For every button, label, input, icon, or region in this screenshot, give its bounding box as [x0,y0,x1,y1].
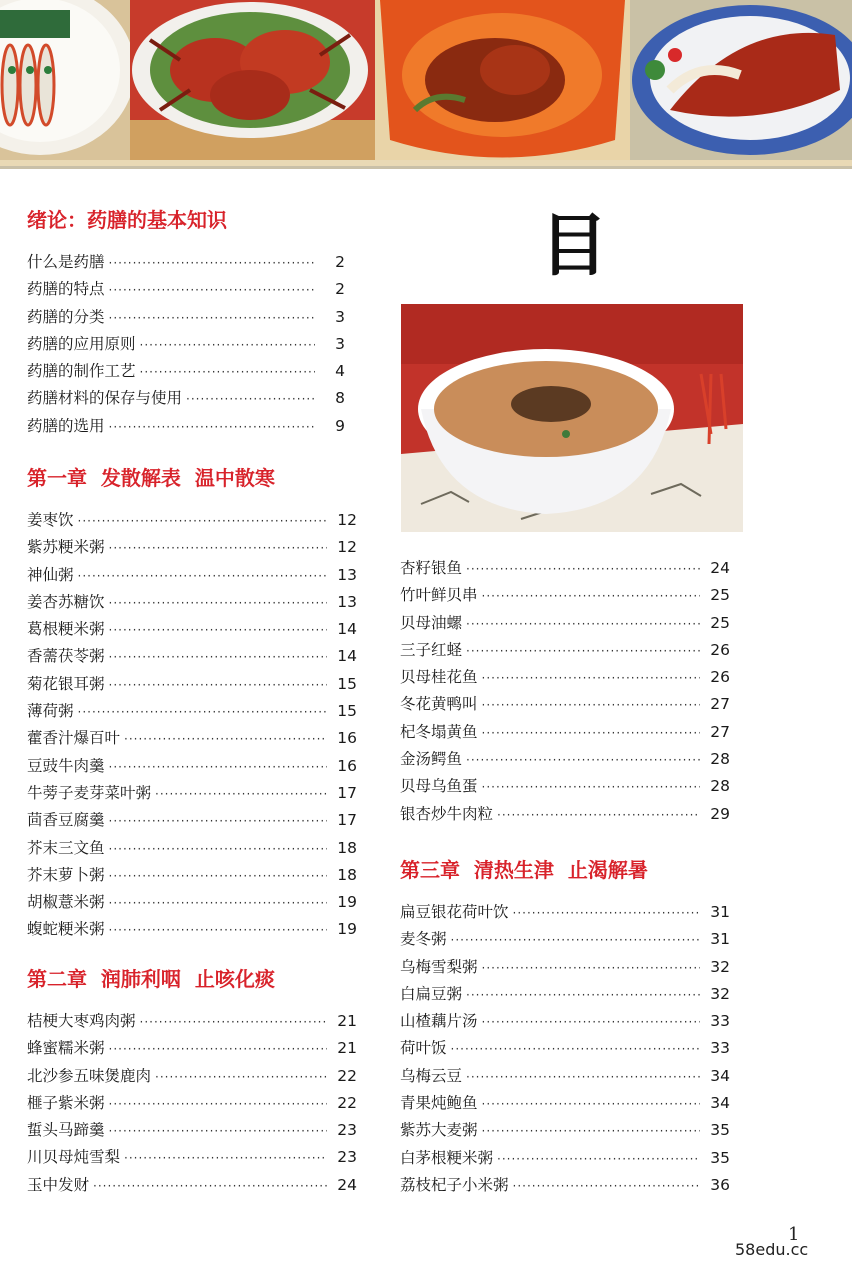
toc-entry[interactable] [400,746,730,773]
entry-title: 金汤鳄鱼 [400,750,463,769]
dot-leader [466,556,700,583]
entry-page: 17 [337,811,357,830]
toc-entry[interactable] [27,534,357,561]
toc-entry[interactable] [27,331,345,358]
entry-page: 34 [710,1066,730,1085]
dot-leader [109,836,327,863]
entry-page: 34 [710,1094,730,1113]
dot-leader [186,386,315,413]
toc-entry[interactable] [27,249,345,276]
dot-leader [109,1091,327,1118]
dot-leader [497,802,700,829]
entry-page: 9 [335,416,345,435]
toc-entry[interactable] [27,671,357,698]
entry-title: 贝母乌鱼蛋 [400,777,478,796]
dot-leader [124,726,327,753]
dot-leader [109,644,327,671]
dot-leader [466,1064,700,1091]
toc-entry[interactable] [400,1008,730,1035]
entry-title: 芥末萝卜粥 [27,865,105,884]
entry-title: 白扁豆粥 [400,984,463,1003]
entry-page: 3 [335,334,345,353]
entry-page: 24 [337,1175,357,1194]
entry-title: 白茅根粳米粥 [400,1148,494,1167]
entry-title: 什么是药膳 [27,253,105,271]
entry-title: 乌梅雪梨粥 [400,957,478,976]
entry-page: 26 [710,640,730,659]
entry-title: 紫苏粳米粥 [27,538,105,557]
entry-page: 29 [710,804,730,823]
entry-page: 36 [710,1175,730,1194]
entry-page: 19 [337,893,357,912]
entry-title: 桔梗大枣鸡肉粥 [27,1012,136,1030]
dot-leader [124,1145,327,1172]
toc-entry[interactable] [400,1145,730,1172]
section-heading: 第二章 润肺利咽 止咳化痰 [27,967,275,991]
dot-leader [482,955,700,982]
toc-entry[interactable] [400,1117,730,1144]
toc-entry-list [27,249,345,440]
toc-entry[interactable] [400,555,730,582]
dot-leader [109,250,315,277]
crab-dish-photo [130,0,375,160]
dot-leader [109,863,327,890]
entry-title: 芥末三文鱼 [27,838,105,857]
entry-page: 13 [337,592,357,611]
dot-leader [109,590,327,617]
toc-section-chapter-2-continued [400,555,730,828]
dot-leader [513,900,700,927]
toc-entry[interactable] [27,780,357,807]
entry-page: 33 [710,1012,730,1031]
toc-entry[interactable] [400,1035,730,1062]
toc-entry[interactable] [27,562,357,589]
toc-entry[interactable] [27,507,357,534]
entry-title: 冬花黄鸭叫 [400,695,478,714]
section-heading: 第三章 清热生津 止渴解暑 [400,858,648,882]
entry-title: 杞冬塌黄鱼 [400,722,478,741]
entry-page: 16 [337,756,357,775]
dot-leader [109,305,315,332]
entry-page: 12 [337,538,357,557]
entry-title: 乌梅云豆 [400,1066,463,1085]
dot-leader [466,747,700,774]
entry-title: 药膳的选用 [27,416,105,435]
toc-entry[interactable] [400,610,730,637]
header-photo-strip [0,0,852,169]
entry-title: 薄荷粥 [27,702,74,721]
entry-page: 32 [710,957,730,976]
entry-title: 贝母油螺 [400,613,463,632]
toc-entry[interactable] [400,691,730,718]
dot-leader [78,508,327,535]
dot-leader [140,332,315,359]
entry-page: 23 [337,1121,357,1140]
toc-entry[interactable] [27,753,357,780]
entry-page: 28 [710,750,730,769]
dot-leader [482,1009,700,1036]
toc-entry[interactable] [27,862,357,889]
toc-entry[interactable] [400,981,730,1008]
entry-page: 22 [337,1066,357,1085]
dot-leader [482,583,700,610]
entry-title: 药膳的分类 [27,307,105,326]
entry-title: 胡椒薏米粥 [27,893,105,912]
entry-title: 药膳材料的保存与使用 [27,389,183,408]
dot-leader [482,774,700,801]
entry-page: 31 [710,903,730,921]
entry-title: 蜂蜜糯米粥 [27,1039,105,1058]
entry-page: 31 [710,930,730,949]
page-title: 目 [540,206,631,286]
entry-title: 北沙参五味煲鹿肉 [27,1066,152,1085]
porridge-bowl-photo [401,304,743,532]
fish-dish-photo [630,0,852,160]
dot-leader [78,563,327,590]
entry-title: 药膳的制作工艺 [27,362,136,381]
toc-entry[interactable] [400,773,730,800]
toc-entry[interactable] [27,889,357,916]
toc-entry[interactable] [27,385,345,412]
entry-page: 18 [337,865,357,884]
entry-page: 2 [335,253,345,271]
toc-section-intro [27,205,345,440]
toc-entry[interactable] [400,719,730,746]
toc-entry[interactable] [400,637,730,664]
dot-leader [155,781,327,808]
dot-leader [109,890,327,917]
toc-entry[interactable] [27,1172,357,1199]
dot-leader [482,692,700,719]
dot-leader [109,672,327,699]
toc-entry[interactable] [27,413,345,440]
entry-page: 23 [337,1148,357,1167]
entry-title: 三子红蛏 [400,640,463,659]
section-heading: 第一章 发散解表 温中散寒 [27,466,275,490]
toc-entry[interactable] [400,1090,730,1117]
dot-leader [451,1036,700,1063]
dot-leader [482,1091,700,1118]
entry-title: 神仙粥 [27,565,74,584]
entry-title: 麦冬粥 [400,930,447,949]
entry-title: 姜杏苏糖饮 [27,592,105,611]
dot-leader [466,611,700,638]
entry-page: 15 [337,674,357,693]
toc-entry[interactable] [27,643,357,670]
toc-entry[interactable] [27,1144,357,1171]
entry-title: 玉中发财 [27,1175,90,1194]
entry-page: 17 [337,783,357,802]
dot-leader [497,1146,700,1173]
entry-title: 紫苏大麦粥 [400,1121,478,1140]
entry-page: 24 [710,559,730,577]
toc-entry[interactable] [27,276,345,303]
toc-entry[interactable] [400,1172,730,1199]
entry-title: 香薷茯苓粥 [27,647,105,666]
entry-page: 33 [710,1039,730,1058]
dot-leader [78,699,327,726]
entry-page: 21 [337,1039,357,1058]
entry-title: 蝮蛇粳米粥 [27,920,105,939]
dot-leader [482,1118,700,1145]
entry-page: 15 [337,702,357,721]
entry-title: 茴香豆腐羹 [27,811,105,830]
page-number: 1 [788,1224,800,1245]
section-heading: 绪论：药膳的基本知识 [27,208,227,232]
entry-title: 豆豉牛肉羹 [27,756,105,775]
entry-title: 牛蒡子麦芽菜叶粥 [27,783,152,802]
toc-section-chapter-3 [400,855,730,1199]
entry-page: 19 [337,920,357,939]
dot-leader [93,1173,327,1200]
dot-leader [109,1036,327,1063]
entry-page: 25 [710,586,730,605]
toc-entry[interactable] [400,582,730,609]
dot-leader [140,1009,327,1036]
toc-entry[interactable] [27,589,357,616]
dot-leader [140,359,315,386]
entry-page: 26 [710,668,730,687]
entry-title: 杏籽银鱼 [400,559,463,577]
toc-entry[interactable] [400,899,730,926]
entry-title: 川贝母炖雪梨 [27,1148,121,1167]
dot-leader [109,1118,327,1145]
watermark: 58edu.cc [735,1240,809,1259]
toc-entry[interactable] [27,358,345,385]
entry-title: 银杏炒牛肉粒 [400,804,494,823]
soup-bowl-photo [375,0,630,160]
toc-entry[interactable] [27,916,357,943]
entry-title: 葛根粳米粥 [27,620,105,639]
toc-entry[interactable] [400,801,730,828]
toc-entry-list [27,1008,357,1199]
toc-section-chapter-2 [27,964,357,1199]
toc-entry[interactable] [27,1008,357,1035]
entry-page: 21 [337,1012,357,1030]
dot-leader [466,982,700,1009]
entry-page: 8 [335,389,345,408]
entry-title: 荔枝杞子小米粥 [400,1175,509,1194]
entry-title: 青果炖鲍鱼 [400,1094,478,1113]
toc-entry[interactable] [27,1035,357,1062]
toc-entry[interactable] [27,835,357,862]
entry-title: 荷叶饭 [400,1039,447,1058]
entry-title: 扁豆银花荷叶饮 [400,903,509,921]
toc-entry-list [400,899,730,1199]
dot-leader [109,535,327,562]
entry-page: 16 [337,729,357,748]
dot-leader [109,808,327,835]
entry-page: 32 [710,984,730,1003]
toc-section-chapter-1 [27,463,357,944]
entry-page: 13 [337,565,357,584]
entry-page: 2 [335,280,345,299]
entry-page: 27 [710,722,730,741]
entry-title: 菊花银耳粥 [27,674,105,693]
toc-entry[interactable] [27,1063,357,1090]
toc-entry[interactable] [400,926,730,953]
dot-leader [109,414,315,441]
dot-leader [482,720,700,747]
entry-page: 18 [337,838,357,857]
toc-entry[interactable] [400,1063,730,1090]
toc-entry[interactable] [27,304,345,331]
entry-page: 12 [337,511,357,529]
entry-title: 榧子紫米粥 [27,1093,105,1112]
entry-page: 14 [337,647,357,666]
dot-leader [109,754,327,781]
entry-page: 3 [335,307,345,326]
toc-entry[interactable] [27,1090,357,1117]
dot-leader [513,1173,700,1200]
shrimp-dish-photo [0,0,130,160]
entry-page: 35 [710,1121,730,1140]
toc-entry-list [27,507,357,944]
entry-title: 藿香汁爆百叶 [27,729,121,748]
entry-title: 药膳的应用原则 [27,334,136,353]
entry-page: 35 [710,1148,730,1167]
entry-title: 蜇头马蹄羹 [27,1121,105,1140]
toc-entry-list [400,555,730,828]
entry-page: 4 [335,362,345,381]
entry-page: 28 [710,777,730,796]
dot-leader [482,665,700,692]
toc-entry[interactable] [27,1117,357,1144]
entry-page: 27 [710,695,730,714]
toc-entry[interactable] [27,616,357,643]
toc-entry[interactable] [27,725,357,752]
dot-leader [466,638,700,665]
entry-title: 姜枣饮 [27,511,74,529]
entry-page: 22 [337,1093,357,1112]
dot-leader [155,1064,327,1091]
entry-title: 贝母桂花鱼 [400,668,478,687]
entry-page: 14 [337,620,357,639]
dot-leader [109,617,327,644]
entry-title: 竹叶鲜贝串 [400,586,478,605]
dot-leader [109,277,315,304]
dot-leader [109,917,327,944]
toc-entry[interactable] [400,954,730,981]
toc-entry[interactable] [400,664,730,691]
toc-entry[interactable] [27,807,357,834]
entry-page: 25 [710,613,730,632]
entry-title: 山楂藕片汤 [400,1012,478,1031]
toc-entry[interactable] [27,698,357,725]
dot-leader [451,927,700,954]
entry-title: 药膳的特点 [27,280,105,299]
